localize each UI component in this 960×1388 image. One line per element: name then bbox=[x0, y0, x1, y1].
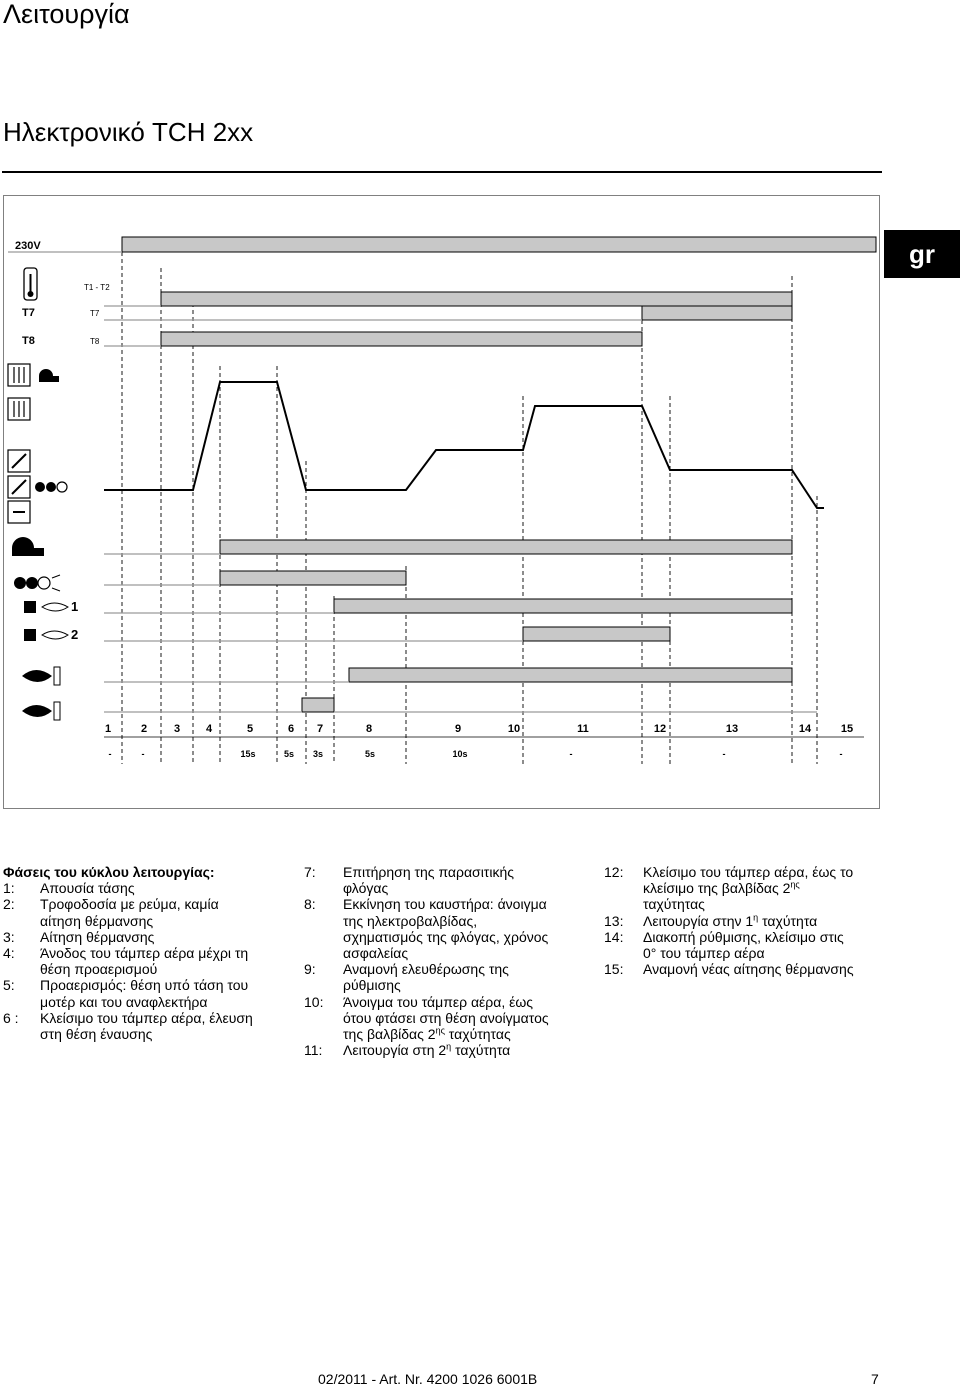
phase-duration: - bbox=[141, 749, 145, 759]
bar-valve-1 bbox=[334, 599, 792, 613]
fan-switch-icon bbox=[8, 364, 59, 386]
caption-text: Απουσία τάσης bbox=[40, 880, 135, 897]
language-badge: gr bbox=[884, 230, 960, 278]
phase-number: 9 bbox=[454, 723, 462, 735]
bar-230v bbox=[122, 237, 876, 252]
label-t1-t2: T1 - T2 bbox=[84, 283, 110, 292]
caption-text: Αναμονή νέας αίτησης θέρμανσης bbox=[643, 961, 854, 978]
damper-close-icon bbox=[8, 501, 30, 523]
bar-t1-t2 bbox=[161, 292, 792, 306]
phase-number: 12 bbox=[653, 723, 667, 735]
phase-number: 7 bbox=[316, 723, 324, 735]
phase-number: 11 bbox=[577, 723, 589, 735]
caption-text: ότου φτάσει στη θέση ανοίγματος bbox=[343, 1009, 549, 1026]
caption-number: 14: bbox=[604, 928, 624, 945]
caption-text: ασφαλείας bbox=[343, 945, 409, 961]
caption-text: της ηλεκτροβαλβίδας, bbox=[343, 912, 478, 929]
footer-doc-ref: 02/2011 - Art. Nr. 4200 1026 6001B bbox=[318, 1371, 538, 1387]
phase-number: 10 bbox=[507, 723, 521, 735]
caption-number: 4: bbox=[3, 945, 15, 961]
label-230v: 230V bbox=[15, 240, 41, 252]
label-t8-small: T8 bbox=[90, 337, 100, 346]
caption-number: 1: bbox=[3, 880, 15, 897]
valve1-icon bbox=[24, 601, 68, 613]
phase-number: 15 bbox=[840, 723, 854, 735]
caption-number: 9: bbox=[304, 961, 316, 978]
caption-number: 10: bbox=[304, 993, 324, 1010]
caption-text: μοτέρ και του αναφλεκτήρα bbox=[40, 993, 208, 1010]
caption-text: κλείσιμο της βαλβίδας $2^{\eta\varsigma}$ bbox=[643, 879, 800, 897]
caption-number: 15: bbox=[604, 961, 624, 978]
caption-heading: Φάσεις του κύκλου λειτουργίας: bbox=[3, 864, 215, 880]
valve2-icon bbox=[24, 629, 68, 641]
phase-numbers bbox=[105, 723, 853, 735]
phase-duration: - bbox=[839, 749, 843, 759]
phase-number: 5 bbox=[246, 723, 254, 735]
caption-text: Τροφοδοσία με ρεύμα, καμία bbox=[40, 896, 219, 913]
caption-text: Άνοδος του τάμπερ αέρα μέχρι τη bbox=[40, 945, 249, 961]
damper-open-icon bbox=[8, 450, 30, 472]
label-valve-2: 2 bbox=[71, 627, 79, 642]
caption-text: αίτηση θέρμανσης bbox=[40, 912, 154, 929]
bar-flame-monitor bbox=[302, 698, 334, 712]
footer-page-number: 7 bbox=[871, 1371, 879, 1387]
bar-t7 bbox=[642, 306, 792, 320]
caption-column-1 bbox=[3, 864, 288, 1064]
caption-text: Επιτήρηση της παρασιτικής bbox=[343, 864, 514, 880]
caption-text: Λειτουργία στην $1^\eta$ ταχύτητα bbox=[643, 911, 818, 929]
phase-number: 3 bbox=[173, 723, 181, 735]
bar-ignition bbox=[220, 571, 406, 585]
caption-number: 13: bbox=[604, 912, 624, 929]
caption-number: 11: bbox=[304, 1042, 323, 1059]
phase-number: 13 bbox=[725, 723, 739, 735]
caption-text: Εκκίνηση του καυστήρα: άνοιγμα bbox=[343, 896, 547, 913]
bar-valve-2 bbox=[523, 627, 670, 641]
phase-duration: 5s bbox=[364, 749, 376, 759]
caption-text: φλόγας bbox=[343, 880, 389, 897]
timing-diagram-svg bbox=[4, 196, 881, 810]
caption-text: ρύθμισης bbox=[343, 977, 401, 994]
bar-flame-ok bbox=[349, 668, 792, 682]
phase-number: 14 bbox=[798, 723, 812, 735]
flame-sensor-icon bbox=[22, 667, 60, 685]
caption-text: 0° του τάμπερ αέρα bbox=[643, 945, 765, 961]
caption-number: 7: bbox=[304, 864, 316, 880]
caption-column-2 bbox=[304, 864, 594, 1064]
air-damper-icon bbox=[8, 398, 30, 420]
label-t8: T8 bbox=[22, 335, 35, 347]
label-t7-small: T7 bbox=[90, 309, 100, 318]
label-t7: T7 bbox=[22, 307, 35, 319]
page-title: Λειτουργία bbox=[3, 0, 130, 29]
caption-text: θέση προαερισμού bbox=[40, 961, 158, 978]
caption-number: 12: bbox=[604, 864, 624, 880]
caption-text: Άνοιγμα του τάμπερ αέρα, έως bbox=[343, 993, 534, 1010]
phase-duration: - bbox=[108, 749, 112, 759]
fan-icon bbox=[12, 537, 44, 556]
phase-duration: 5s bbox=[283, 749, 295, 759]
ignition-icon bbox=[14, 575, 60, 591]
caption-text: Αίτηση θέρμανσης bbox=[40, 928, 155, 945]
bar-fan bbox=[220, 540, 792, 554]
phase-duration: 10s bbox=[452, 749, 468, 759]
caption-number: 6 : bbox=[3, 1009, 19, 1026]
phase-number: 6 bbox=[287, 723, 295, 735]
caption-text: σχηματισμός της φλόγας, χρόνος bbox=[343, 928, 549, 945]
caption-column-3 bbox=[604, 864, 894, 1004]
phase-duration: - bbox=[722, 749, 726, 759]
caption-number: 2: bbox=[3, 896, 15, 913]
phase-duration: 15s bbox=[240, 749, 256, 759]
caption-text: Αναμονή ελευθέρωσης της bbox=[343, 961, 509, 978]
damper-position-curve bbox=[104, 382, 824, 508]
damper-flame-icon bbox=[8, 476, 67, 498]
caption-text: ταχύτητας bbox=[643, 896, 705, 913]
phase-durations bbox=[109, 749, 843, 759]
phase-duration: - bbox=[569, 749, 573, 759]
caption-text: Προαερισμός: θέση υπό τάση του bbox=[40, 977, 249, 994]
phase-duration: 3s bbox=[312, 749, 324, 759]
timing-diagram bbox=[3, 195, 880, 809]
caption-number: 3: bbox=[3, 928, 15, 945]
caption-number: 5: bbox=[3, 977, 15, 994]
flame-sensor-icon bbox=[22, 702, 60, 720]
bar-t8 bbox=[161, 332, 642, 346]
caption-text: Κλείσιμο του τάμπερ αέρα, έλευση bbox=[40, 1009, 253, 1026]
caption-number: 8: bbox=[304, 896, 316, 913]
section-title: Ηλεκτρονικό TCH 2xx bbox=[3, 117, 254, 147]
caption-text: Λειτουργία στη $2^\eta$ ταχύτητα bbox=[343, 1041, 511, 1059]
title-divider bbox=[2, 171, 882, 173]
thermostat-icon bbox=[24, 268, 37, 300]
label-valve-1: 1 bbox=[71, 599, 79, 614]
phase-number: 1 bbox=[104, 723, 112, 735]
caption-text: Διακοπή ρύθμισης, κλείσιμο στις bbox=[643, 928, 844, 945]
caption-text: Κλείσιμο του τάμπερ αέρα, έως το bbox=[643, 864, 854, 880]
phase-number: 4 bbox=[205, 723, 213, 735]
phase-number: 8 bbox=[365, 723, 373, 735]
caption-text: της βαλβίδας $2^{\eta\varsigma}$ ταχύτητας bbox=[343, 1025, 511, 1042]
phase-number: 2 bbox=[140, 723, 148, 735]
caption-text: στη θέση έναυσης bbox=[40, 1026, 153, 1042]
